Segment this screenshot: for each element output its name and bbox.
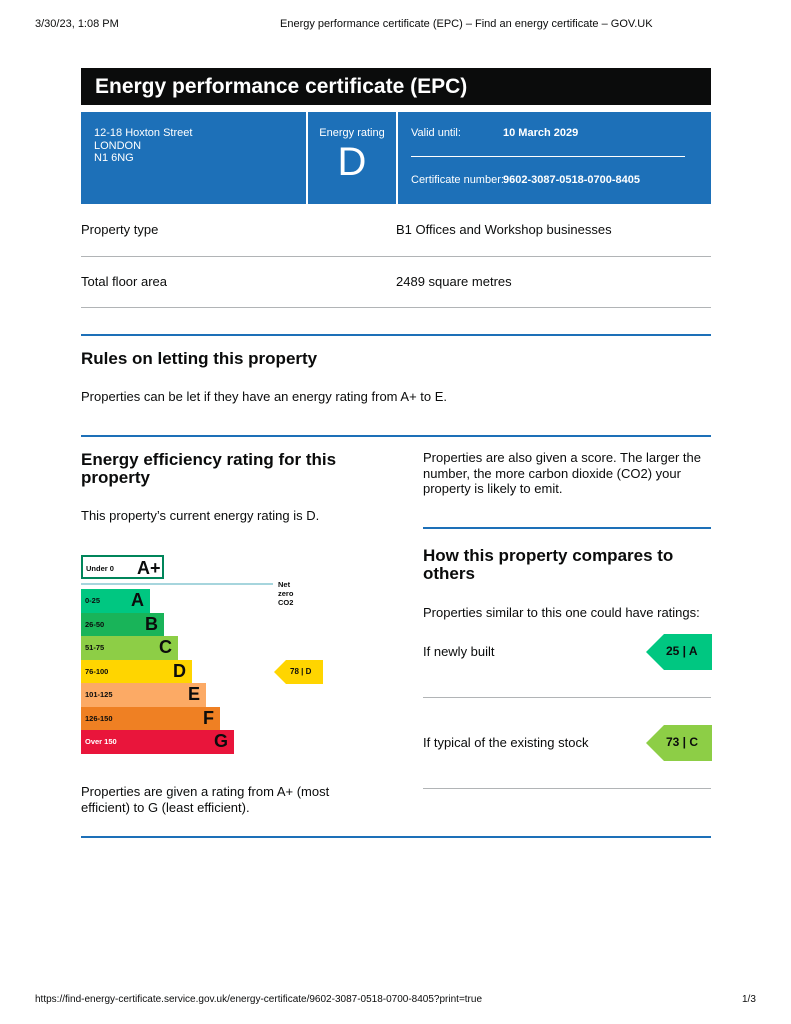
band-c <box>81 636 178 660</box>
rules-heading: Rules on letting this property <box>81 349 318 368</box>
band-letter: D <box>173 660 186 681</box>
band-letter: C <box>159 637 172 657</box>
current-rating-text: This property’s current energy rating is D. <box>81 508 320 523</box>
band-range-label: 26-50 <box>85 619 105 629</box>
band-range-label: 76-100 <box>85 666 109 676</box>
band-letter: E <box>187 684 200 704</box>
energy-rating-label: Energy rating <box>319 127 385 139</box>
floor-area-label: Total floor area <box>81 274 167 289</box>
rating-scale-text: Properties are given a rating from A+ (most efficient) to G (least efficient). <box>81 784 330 815</box>
address-line-2: LONDON <box>94 139 142 152</box>
floor-area-value: 2489 square metres <box>396 274 512 289</box>
compare-divider <box>423 788 711 789</box>
band-b <box>81 613 164 637</box>
certificate-title-bar <box>81 68 711 105</box>
band-range-label: Over 150 <box>85 737 117 746</box>
valid-until-label: Valid until: <box>411 127 461 139</box>
band-range-label: 126-150 <box>85 713 113 723</box>
rules-text: Properties can be let if they have an energy rating from A+ to E. <box>81 389 448 404</box>
band-e <box>81 683 206 707</box>
certificate-number: 9602-3087-0518-0700-8405 <box>503 174 641 186</box>
band-aplus-range: Under 0 <box>86 564 114 573</box>
band-a <box>81 589 150 613</box>
band-letter: B <box>145 613 158 634</box>
band-letter: F <box>203 707 214 728</box>
certificate-title: Energy performance certificate (EPC) <box>95 75 468 98</box>
compare-existing-stock-badge <box>646 725 712 761</box>
certificate-number-label: Certificate number: <box>411 174 504 186</box>
compare-newly-built-value: 25 | A <box>666 644 698 658</box>
band-range-label: 101-125 <box>85 690 113 699</box>
validity-divider <box>411 156 685 157</box>
print-page-title: Energy performance certificate (EPC) – Find an energy certificate – GOV.UK <box>280 18 653 30</box>
net-zero-line <box>81 583 273 585</box>
band-letter: A <box>131 590 144 610</box>
compare-existing-stock-value: 73 | C <box>666 735 699 749</box>
energy-rating-panel <box>308 112 396 204</box>
property-type-value: B1 Offices and Workshop businesses <box>396 222 612 237</box>
details-divider <box>81 307 711 308</box>
print-datetime: 3/30/23, 1:08 PM <box>35 18 119 30</box>
compare-intro: Properties similar to this one could have ratings: <box>423 605 700 620</box>
energy-rating-letter: D <box>337 140 367 184</box>
band-d <box>81 660 192 684</box>
address-line-3: N1 6NG <box>94 152 134 164</box>
address-line-1: 12-18 Hoxton Street <box>94 127 193 139</box>
compare-heading: How this property compares to others <box>423 546 674 583</box>
efficiency-heading: Energy efficiency rating for this property <box>81 450 337 487</box>
compare-existing-stock-label: If typical of the existing stock <box>423 735 589 750</box>
property-type-label: Property type <box>81 222 159 237</box>
address-panel <box>81 112 306 204</box>
band-letter: G <box>213 731 228 751</box>
current-score-marker <box>274 660 324 684</box>
details-divider <box>81 256 711 257</box>
section-divider <box>423 527 711 529</box>
band-g <box>81 730 234 754</box>
section-divider <box>81 334 711 336</box>
band-aplus-letter: A+ <box>137 558 161 578</box>
band-range-label: 0-25 <box>85 596 101 605</box>
compare-newly-built-badge <box>646 634 712 670</box>
score-explanation: Properties are also given a score. The larger the number, the more carbon dioxide (CO2) your property is likely to emit. <box>423 450 701 496</box>
section-divider <box>81 435 711 437</box>
net-zero-label: Net zero CO2 <box>278 580 294 607</box>
band-aplus <box>81 555 164 579</box>
band-f <box>81 707 220 731</box>
section-divider <box>81 836 711 838</box>
current-score-label: 78 | D <box>290 667 312 676</box>
print-url: https://find-energy-certificate.service.gov.uk/energy-certificate/9602-3087-0518-0700-8405?print=true <box>35 994 483 1005</box>
compare-divider <box>423 697 711 698</box>
validity-panel <box>398 112 711 204</box>
compare-newly-built-label: If newly built <box>423 644 495 659</box>
valid-until-date: 10 March 2029 <box>503 127 579 139</box>
print-page-number: 1/3 <box>742 994 756 1005</box>
band-range-label: 51-75 <box>85 643 105 652</box>
